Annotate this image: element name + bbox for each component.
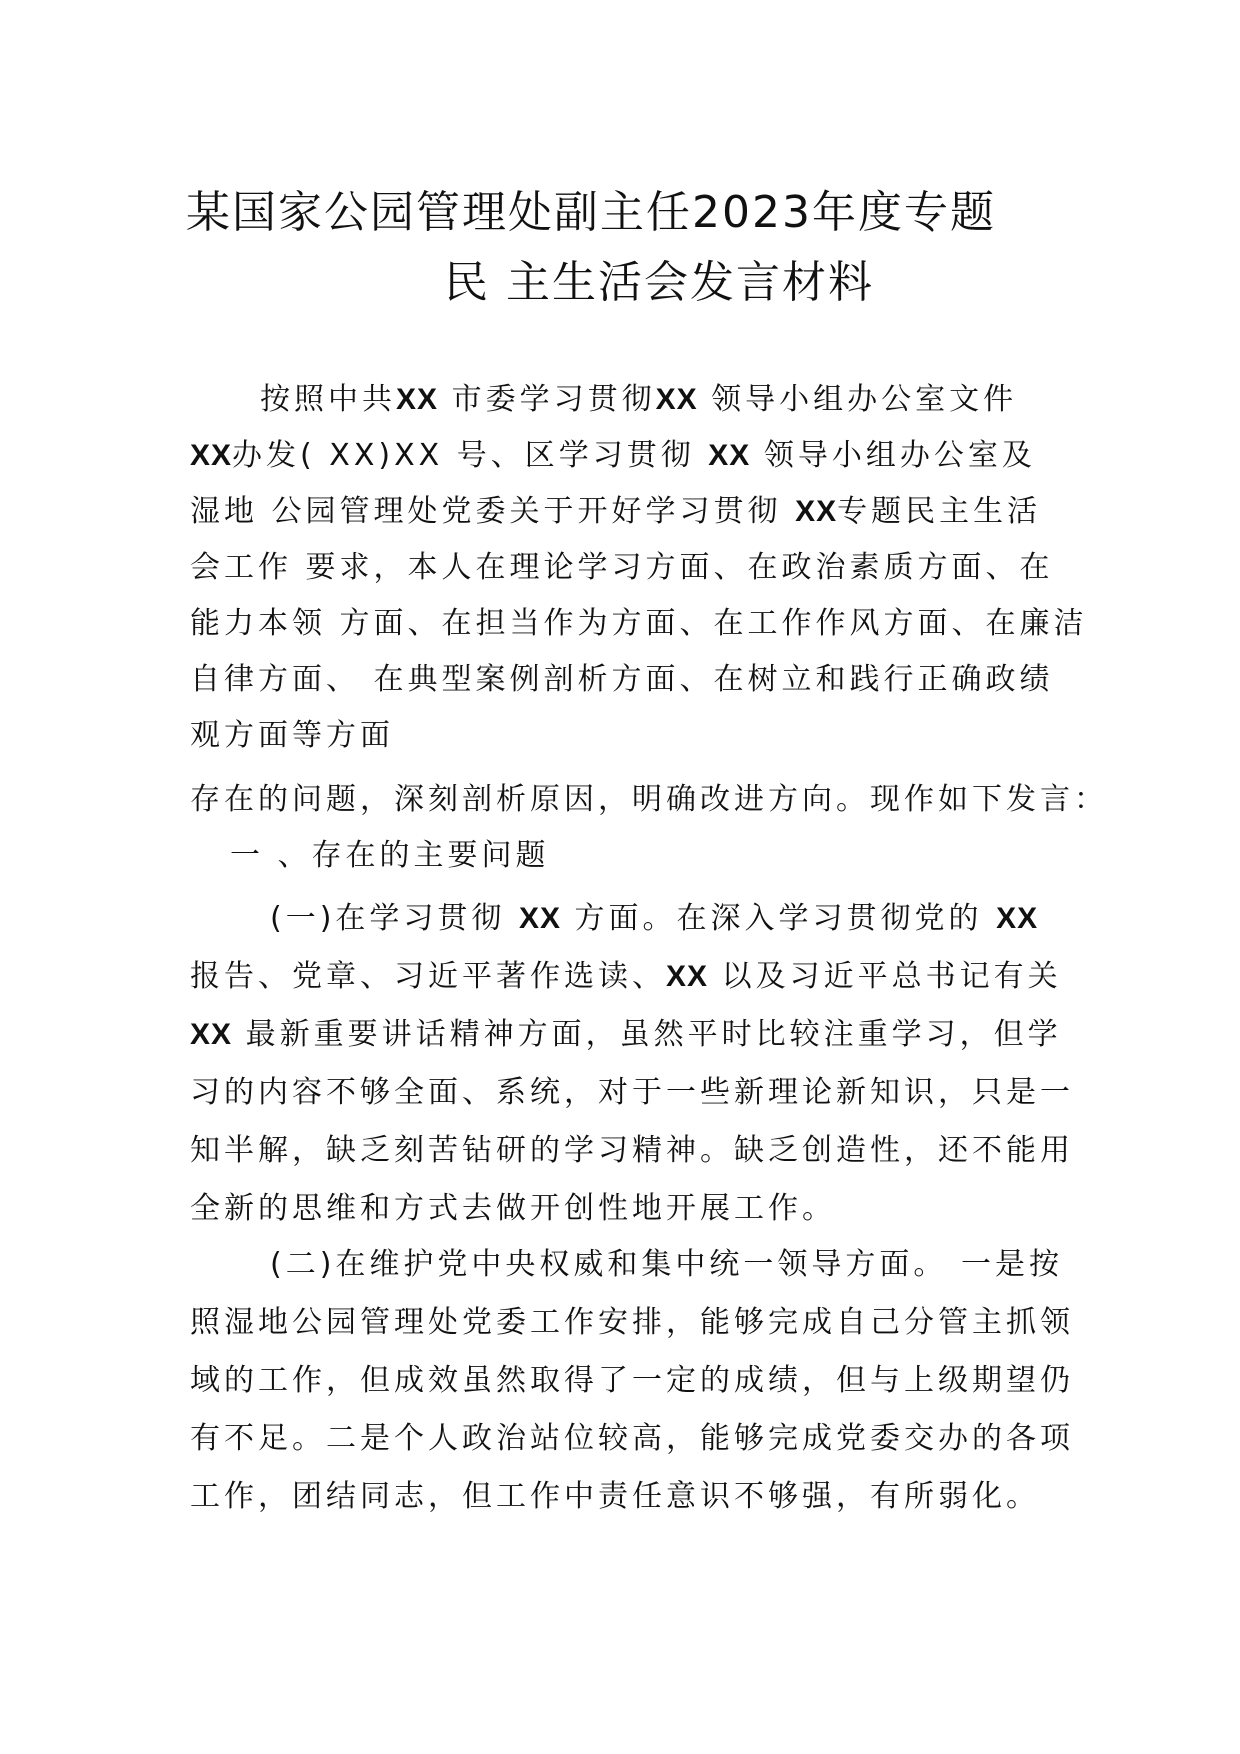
text-run: 湿地 公园管理处党委关于开好学习贯彻 [190, 494, 796, 529]
paragraph-line [190, 890, 1050, 948]
title-line-2: 民 主生活会发言材料 [444, 257, 874, 308]
text-run: 办发( XX)XX 号、区学习贯彻 [232, 438, 709, 473]
text-run: 领导小组办公室文件 [697, 382, 1018, 417]
paragraph-line: (二)在维护党中央权威和集中统一领导方面。 一是按 [270, 1247, 1063, 1282]
text-run: 专题民主生活 [837, 494, 1042, 529]
paragraph-line: 工作，团结同志，但工作中责任意识不够强，有所弱化。 [190, 1479, 1040, 1514]
placeholder-xx: XX [666, 960, 709, 993]
intro-line: 自律方面、 在典型案例剖析方面、在树立和践行正确政绩 [190, 662, 1054, 697]
document-title [186, 178, 1066, 318]
text-run: 报告、党章、习近平著作选读、 [190, 959, 666, 994]
placeholder-xx: XX [518, 902, 561, 935]
placeholder-xx: XX [655, 383, 698, 416]
text-run: 以及习近平总书记有关 [708, 959, 1062, 994]
paragraph-2 [190, 1236, 1074, 1526]
intro-line [190, 428, 1050, 484]
placeholder-xx: XX [708, 439, 751, 472]
intro-line [190, 484, 1050, 540]
text-run: 方面。在深入学习贯彻党的 [560, 901, 997, 936]
text-run: 最新重要讲话精神方面，虽然平时比较注重学习，但学 [232, 1017, 1062, 1052]
intro-tail-line: 存在的问题，深刻剖析原因，明确改进方向。现作如下发言： [190, 782, 1108, 817]
paragraph-1 [190, 890, 1074, 1238]
intro-line: 会工作 要求，本人在理论学习方面、在政治素质方面、在 [190, 550, 1054, 585]
text-run: 领导小组办公室及 [750, 438, 1036, 473]
intro-line [190, 372, 1050, 428]
section-heading: 一 、存在的主要问题 [230, 838, 550, 873]
title-line-1: 某国家公园管理处副主任2023年度专题 [186, 187, 996, 238]
text-run: (一)在学习贯彻 [270, 901, 519, 936]
placeholder-xx: XX [795, 495, 838, 528]
paragraph-line: 知半解，缺乏刻苦钻研的学习精神。缺乏创造性，还不能用 [190, 1133, 1074, 1168]
paragraph-line: 有不足。二是个人政治站位较高，能够完成党委交办的各项 [190, 1421, 1074, 1456]
placeholder-xx: XX [996, 902, 1039, 935]
placeholder-xx: XX [190, 1018, 233, 1051]
paragraph-line: 习的内容不够全面、系统，对于一些新理论新知识，只是一 [190, 1075, 1074, 1110]
intro-paragraph [190, 372, 1088, 764]
placeholder-xx: XX [190, 439, 233, 472]
paragraph-line: 全新的思维和方式去做开创性地开展工作。 [190, 1191, 836, 1226]
text-run: 按照中共 [260, 382, 396, 417]
paragraph-line: 域的工作，但成效虽然取得了一定的成绩，但与上级期望仍 [190, 1363, 1074, 1398]
intro-line: 能力本领 方面、在担当作为方面、在工作作风方面、在廉洁 [190, 606, 1088, 641]
placeholder-xx: XX [396, 383, 439, 416]
text-run: 市委学习贯彻 [438, 382, 656, 417]
intro-line: 观方面等方面 [190, 718, 394, 753]
paragraph-line [190, 948, 1062, 1006]
paragraph-line [190, 1006, 1062, 1064]
paragraph-line: 照湿地公园管理处党委工作安排，能够完成自己分管主抓领 [190, 1305, 1074, 1340]
